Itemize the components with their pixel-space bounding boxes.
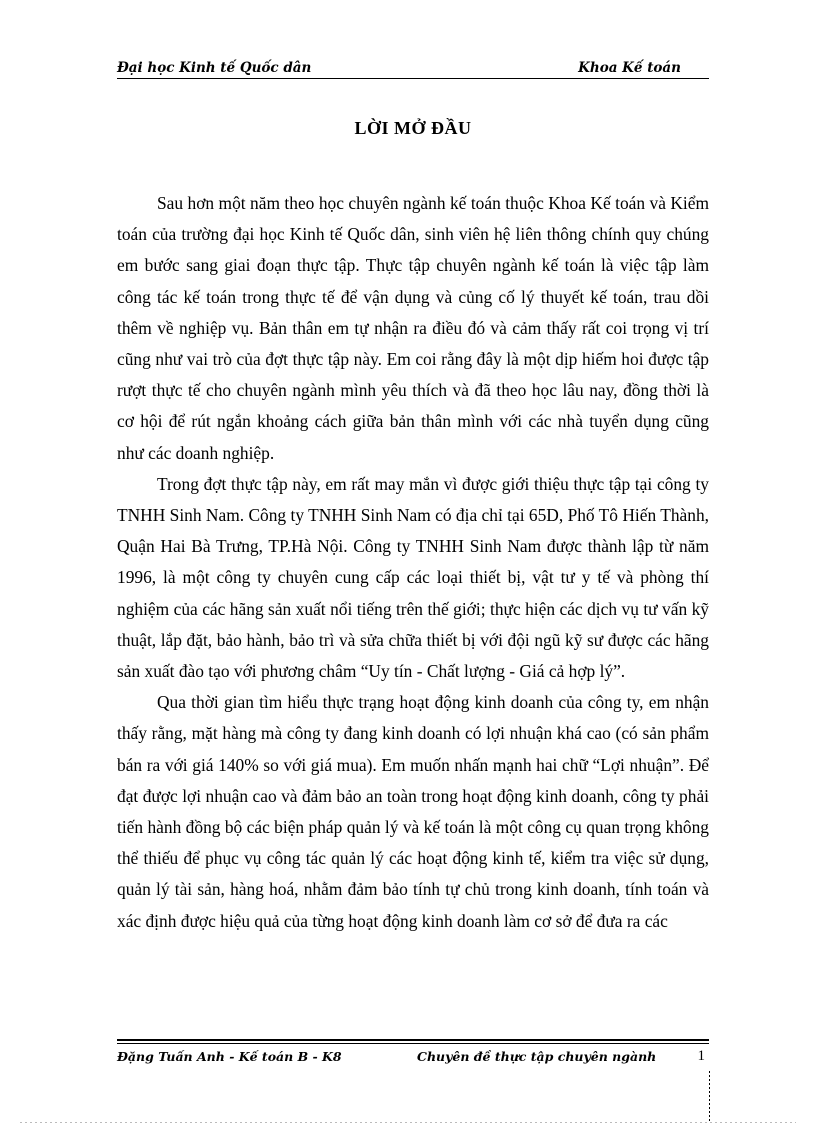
page-footer (117, 1049, 709, 1071)
footer-rule-thick (117, 1039, 709, 1041)
header-university: Đại học Kinh tế Quốc dân (117, 60, 312, 76)
footer-author: Đặng Tuấn Anh - Kế toán B - K8 (117, 1049, 342, 1064)
margin-guide-vertical (709, 1071, 710, 1123)
body-text (117, 188, 709, 937)
header-rule (117, 78, 709, 79)
page-number: 1 (697, 1048, 705, 1064)
header-faculty: Khoa Kế toán (578, 60, 681, 76)
paragraph-2: Trong đợt thực tập này, em rất may mắn vì được giới thiệu thực tập tại công ty TNHH Sinh Nam. Công ty TNHH Sinh Nam có địa chỉ tại 65D, Phố Tô Hiến Thành, Quận Hai Bà Trưng, TP.Hà Nội. Công ty TNHH Sinh Nam được thành lập từ năm 1996, là một công ty chuyên cung cấp các loại thiết bị, vật tư y tế và phòng thí nghiệm của các hãng sản xuất nổi tiếng trên thế giới; thực hiện các dịch vụ tư vấn kỹ thuật, lắp đặt, bảo hành, bảo trì và sửa chữa thiết bị với đội ngũ kỹ sư được các hãng sản xuất đào tạo với phương châm “Uy tín - Chất lượng - Giá cả hợp lý”. (117, 473, 709, 682)
paragraph-1: Sau hơn một năm theo học chuyên ngành kế toán thuộc Khoa Kế toán và Kiểm toán của trường đại học Kinh tế Quốc dân, sinh viên hệ liên thông chính quy chúng em bước sang giai đoạn thực tập. Thực tập chuyên ngành kế toán là việc tập làm công tác kế toán trong thực tế để vận dụng và củng cố lý thuyết kế toán, trau dồi thêm về nghiệp vụ. Bản thân em tự nhận ra điều đó và cảm thấy rất coi trọng vị trí cũng như vai trò của đợt thực tập này. Em coi rằng đây là một dịp hiếm hoi được tập rượt thực tế cho chuyên ngành mình yêu thích và đã theo học lâu nay, đồng thời là cơ hội để rút ngắn khoảng cách giữa bản thân mình với các nhà tuyển dụng cũng như các doanh nghiệp. (117, 193, 709, 463)
page-title: LỜI MỞ ĐẦU (354, 118, 472, 138)
footer-rule-thin (117, 1043, 709, 1044)
paragraph-3: Qua thời gian tìm hiểu thực trạng hoạt động kinh doanh của công ty, em nhận thấy rằng, mặt hàng mà công ty đang kinh doanh có lợi nhuận khá cao (có sản phẩm bán ra với giá 140% so với giá mua). Em muốn nhấn mạnh hai chữ “Lợi nhuận”. Để đạt được lợi nhuận cao và đảm bảo an toàn trong hoạt động kinh doanh, công ty phải tiến hành đồng bộ các biện pháp quản lý và kế toán là một công cụ quan trọng không thể thiếu để phục vụ công tác quản lý các hoạt động kinh tế, kiểm tra việc sử dụng, quản lý tài sản, hàng hoá, nhằm đảm bảo tính tự chủ trong kinh doanh, tính toán và xác định được hiệu quả của từng hoạt động kinh doanh làm cơ sở để đưa ra các (117, 692, 709, 931)
footer-report-type: Chuyên đề thực tập chuyên ngành (417, 1049, 657, 1064)
page-header (117, 60, 709, 80)
